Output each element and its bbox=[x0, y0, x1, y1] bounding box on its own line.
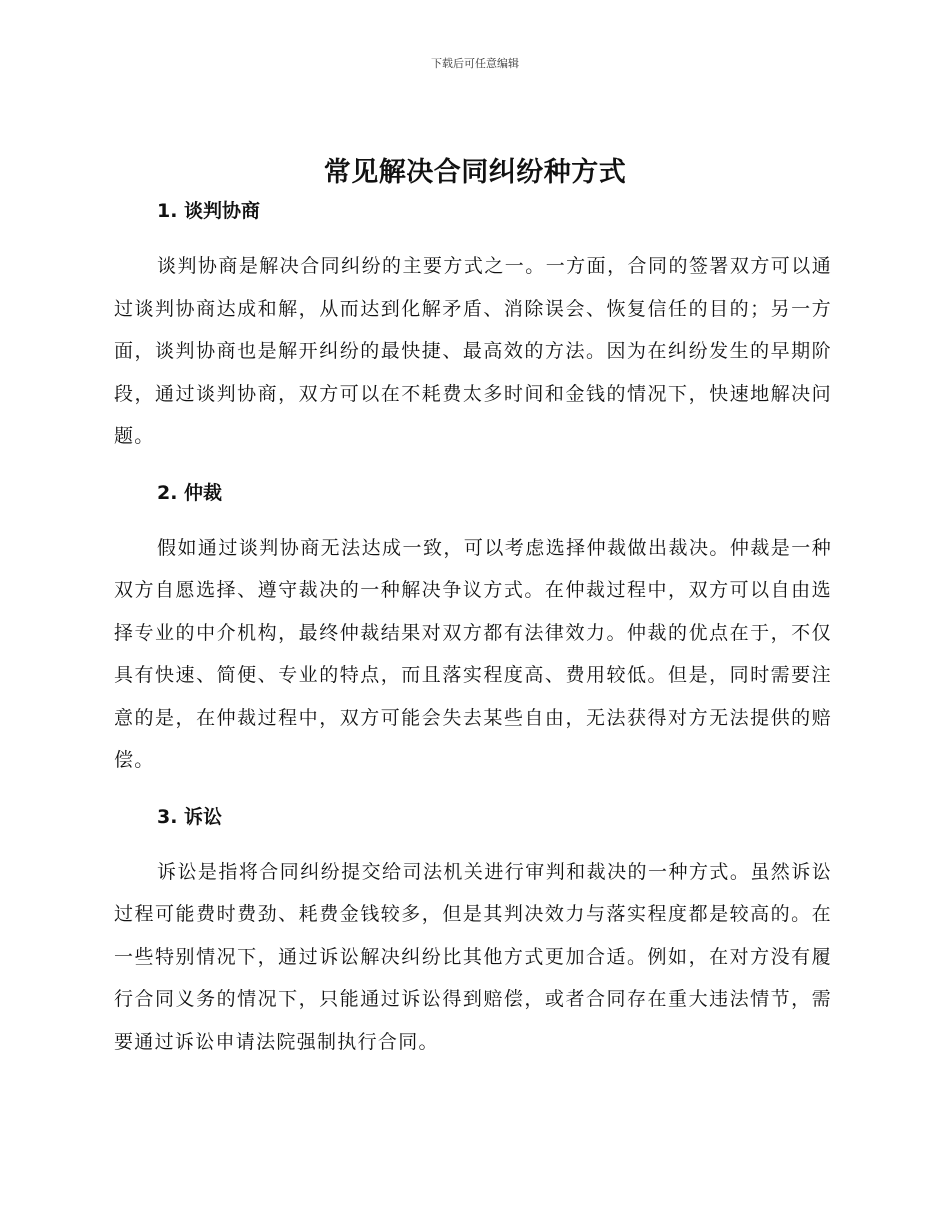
section-paragraph: 诉讼是指将合同纠纷提交给司法机关进行审判和裁决的一种方式。虽然诉讼过程可能费时费劲、耗费金钱较多，但是其判决效力与落实程度都是较高的。在一些特别情况下，通过诉讼解决纠纷比其他方式更加合适。例如，在对方没有履行合同义务的情况下，只能通过诉讼得到赔偿，或者合同存在重大违法情节，需要通过诉讼申请法院强制执行合同。 bbox=[114, 860, 832, 1053]
section-negotiation bbox=[114, 196, 832, 458]
page-title: 常见解决合同纠纷种方式 bbox=[323, 157, 627, 188]
document-body bbox=[114, 196, 832, 1083]
header-note: 下载后可任意编辑 bbox=[431, 57, 519, 70]
section-arbitration bbox=[114, 478, 832, 782]
section-heading: 3. 诉讼 bbox=[157, 805, 223, 828]
section-heading: 2. 仲裁 bbox=[157, 481, 223, 504]
section-heading: 1. 谈判协商 bbox=[157, 200, 261, 222]
section-paragraph: 谈判协商是解决合同纠纷的主要方式之一。一方面，合同的签署双方可以通过谈判协商达成和解，从而达到化解矛盾、消除误会、恢复信任的目的；另一方面，谈判协商也是解开纠纷的最快捷、最高效的方法。因为在纠纷发生的早期阶段，通过谈判协商，双方可以在不耗费太多时间和金钱的情况下，快速地解决问题。 bbox=[114, 255, 832, 447]
section-paragraph: 假如通过谈判协商无法达成一致，可以考虑选择仲裁做出裁决。仲裁是一种双方自愿选择、遵守裁决的一种解决争议方式。在仲裁过程中，双方可以自由选择专业的中介机构，最终仲裁结果对双方都有法律效力。仲裁的优点在于，不仅具有快速、简便、专业的特点，而且落实程度高、费用较低。但是，同时需要注意的是，在仲裁过程中，双方可能会失去某些自由，无法获得对方无法提供的赔偿。 bbox=[114, 536, 832, 771]
section-litigation bbox=[114, 802, 832, 1064]
